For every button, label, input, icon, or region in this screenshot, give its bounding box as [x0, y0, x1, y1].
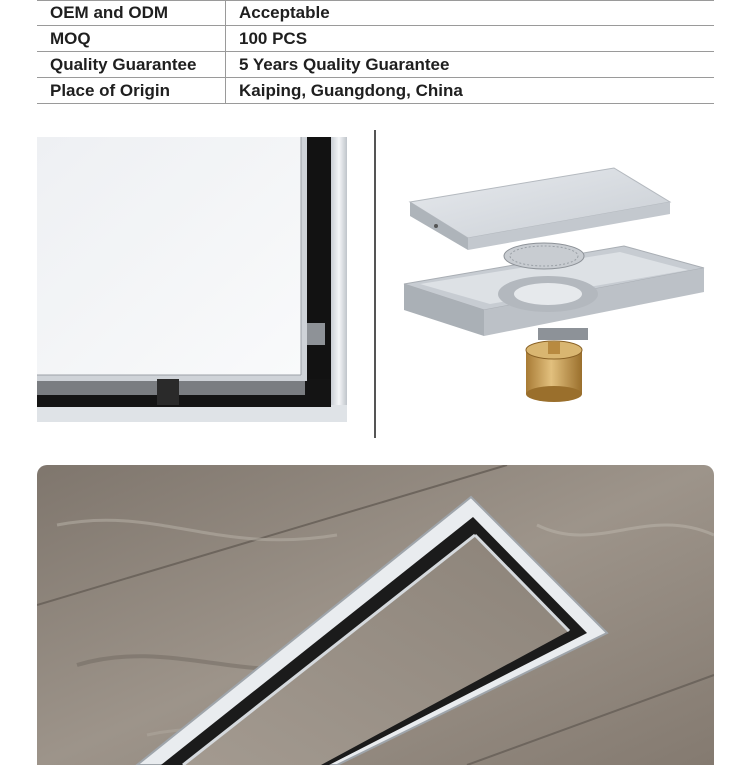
spec-label: MOQ	[37, 26, 226, 52]
spec-row	[37, 52, 714, 78]
spec-label: Place of Origin	[37, 78, 226, 104]
spec-value: 5 Years Quality Guarantee	[226, 52, 715, 78]
vertical-divider	[374, 130, 376, 438]
spec-label: Quality Guarantee	[37, 52, 226, 78]
spec-label: OEM and ODM	[37, 1, 226, 26]
spec-value: Acceptable	[226, 1, 715, 26]
spec-row	[37, 26, 714, 52]
spec-table	[37, 0, 714, 104]
spec-row	[37, 1, 714, 26]
spec-row	[37, 78, 714, 104]
drain-installed-on-tile-floor-photo	[37, 465, 714, 765]
drain-corner-closeup-photo	[37, 137, 347, 422]
spec-value: Kaiping, Guangdong, China	[226, 78, 715, 104]
spec-value: 100 PCS	[226, 26, 715, 52]
drain-exploded-parts-photo	[398, 160, 710, 410]
